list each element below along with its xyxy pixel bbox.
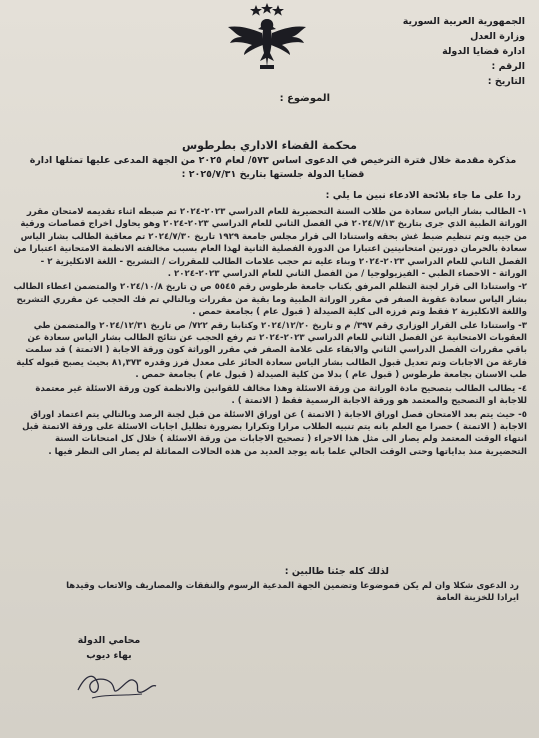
signature-name: بهاء ديوب bbox=[86, 650, 132, 661]
paragraph-1: ١- الطالب بشار الياس سعادة من طلاب السنة التحضيرية للعام الدراسي ٢٠٢٣-٢٠٢٤ تم ضبطه اثناء تقديمه لامتحان مقرر الوراثة الطبية الذي جرى بتاريخ ٢٠٢٤/٧/١٣ في الفصل الثاني للعام الدراسي ٢٠٢٣-٢٠٢٤ وهو يحاول اخراج قصاصات ورقية من جيبه وتم تنظيم ضبط غش بحقه واستنادا الى قرار مجلس جامعة ١٩٢٩ تاريخ ٢٠٢٤/٧/٣٠ تم معاقبة الطالب بشار الياس سعادة بالحرمان دورتين امتحانيتين اعتبارا من الدورة الفصلية الثانية لهذا العام بسبب مخالفته الانظمة الامتحانية اعتبارا من الفصل الثاني للعام الدراسي ٢٠٢٣-٢٠٢٤ وبناء عليه تم حجب علامات الطالب للمقررات / التشريح - اللغة الانكليزية ٢ - الوراثة - الاحصاء الطبي - الفيزيولوجيا / من الفصل الثاني للعام الدراسي ٢٠٢٣-٢٠٢٤ . bbox=[13, 207, 527, 280]
letterhead-ministry: وزارة العدل bbox=[470, 31, 525, 42]
subject-label: الموضوع : bbox=[279, 93, 330, 104]
paragraph-5: ٥- حيث يتم بعد الامتحان فصل اوراق الاجابة ( الاتمتة ) عن اوراق الاسئلة من قبل لجنة الرصد وبالتالي يتم اعتماد اوراق الاجابة ( الاتمتة ) حصرا مع العلم بانه يتم تنبيه الطلاب مرارا وتكرارا بضرورة تظليل اجابات الاسئلة على ورقة الاتمتة قبل انتهاء الوقت المعتمد ولم يصار الى مثل هذا الاجراء ( تصحيح الاجابات من ورقة الاسئلة ) خلال كل امتحانات السنة التحضيرية منذ بداياتها وحتى الوقت الحالي علما بانه يوجد العديد من هذه الحالات المماثلة لم يصار الى النظر فيها . bbox=[22, 409, 527, 457]
signature-title: محامي الدولة bbox=[77, 635, 141, 646]
eagle-emblem-icon bbox=[222, 3, 312, 75]
closing-line: لذلك كله جئنا طالبين : bbox=[284, 566, 389, 577]
letterhead-country: الجمهورية العربية السورية bbox=[402, 16, 525, 27]
letterhead-department: ادارة قضايا الدولة bbox=[442, 46, 525, 57]
intro-line: ردا على ما جاء بلائحة الادعاء نبين ما يلي : bbox=[325, 190, 521, 201]
memo-body bbox=[12, 206, 527, 459]
request-text: رد الدعوى شكلا وان لم يكن فموضوعا وتضمين الجهة المدعية الرسوم والنفقات والمصاريف والاتعاب وقيدها ايرادا للخزينة العامة bbox=[66, 581, 519, 604]
letterhead-number-label: الرقم : bbox=[491, 61, 525, 72]
paragraph-2: ٢- واستنادا الى قرار لجنة التظلم المرفق بكتاب جامعة طرطوس رقم ٥٥٤٥ ص ن تاريخ ٢٠٢٤/١٠/٨ والمتضمن اعطاء الطالب بشار الياس سعادة عقوبة الصفر في مقرر الوراثة الطبية وما بقية من مقررات وبالتالي تم فك الحجب عن مقرري التشريح واللغة الانكليزية ٢ فقط وتم فرزه الى كلية الصيدلة ( قبول عام ) بجامعة حمص . bbox=[13, 282, 527, 318]
handwritten-signature-icon bbox=[72, 664, 162, 704]
letterhead bbox=[395, 14, 525, 89]
paragraph-4: ٤- يطالب الطالب بتصحيح مادة الوراثة من ورقة الاسئلة وهذا مخالف للقوانين والانظمة كون ورقة الاسئلة غير معتمدة للاجابة او التصحيح والمعتمد هو ورقة الاجابة الرسمية فقط ( الاتمتة ) . bbox=[35, 383, 527, 407]
memo-title: مذكرة مقدمة خلال فترة الترخيص في الدعوى اساس ٥٧٣/ لعام ٢٠٢٥ من الجهة المدعى عليها تمثلها ادارة قضايا الدولة جلستها بتاريخ ٢٠٢٥/٧/٣١ : bbox=[29, 155, 517, 180]
letterhead-date-label: التاريخ : bbox=[487, 76, 525, 87]
court-name: محكمة القضاء الاداري بطرطوس bbox=[182, 139, 357, 152]
paragraph-3: ٣- واستنادا على القرار الوزاري رقم ٣٩٧/ م و تاريخ ٢٠٢٤/١٢/٢٠ وكتابنا رقم ٧٢٢/ ص تاريخ ٢٠٢٤/١٢/٣١ والمتضمن طي العقوبات الامتحانية عن الفصل الثاني للعام الدراسي ٢٠٢٣-٢٠٢٤ تم رفع الحجب عن نتائج الطالب بشار الياس سعادة عن باقي مقررات الفصل الدراسي الثاني والابقاء على علامة الصفر في مقرر الوراثة كون ورقة الاجابة ( الاتمتة ) قد سلمت فارغة من الاجابات وتم تعديل قبول الطالب بشار الياس سعادة الحائز على معدل فرز وقدره ٨١,٣٧٣ بحيث يصبح قبوله كلية طب الاسنان بجامعة طرطوس ( قبول عام ) بدلا من كلية الصيدلة ( قبول عام ) بجامعة حمص . bbox=[16, 320, 527, 381]
